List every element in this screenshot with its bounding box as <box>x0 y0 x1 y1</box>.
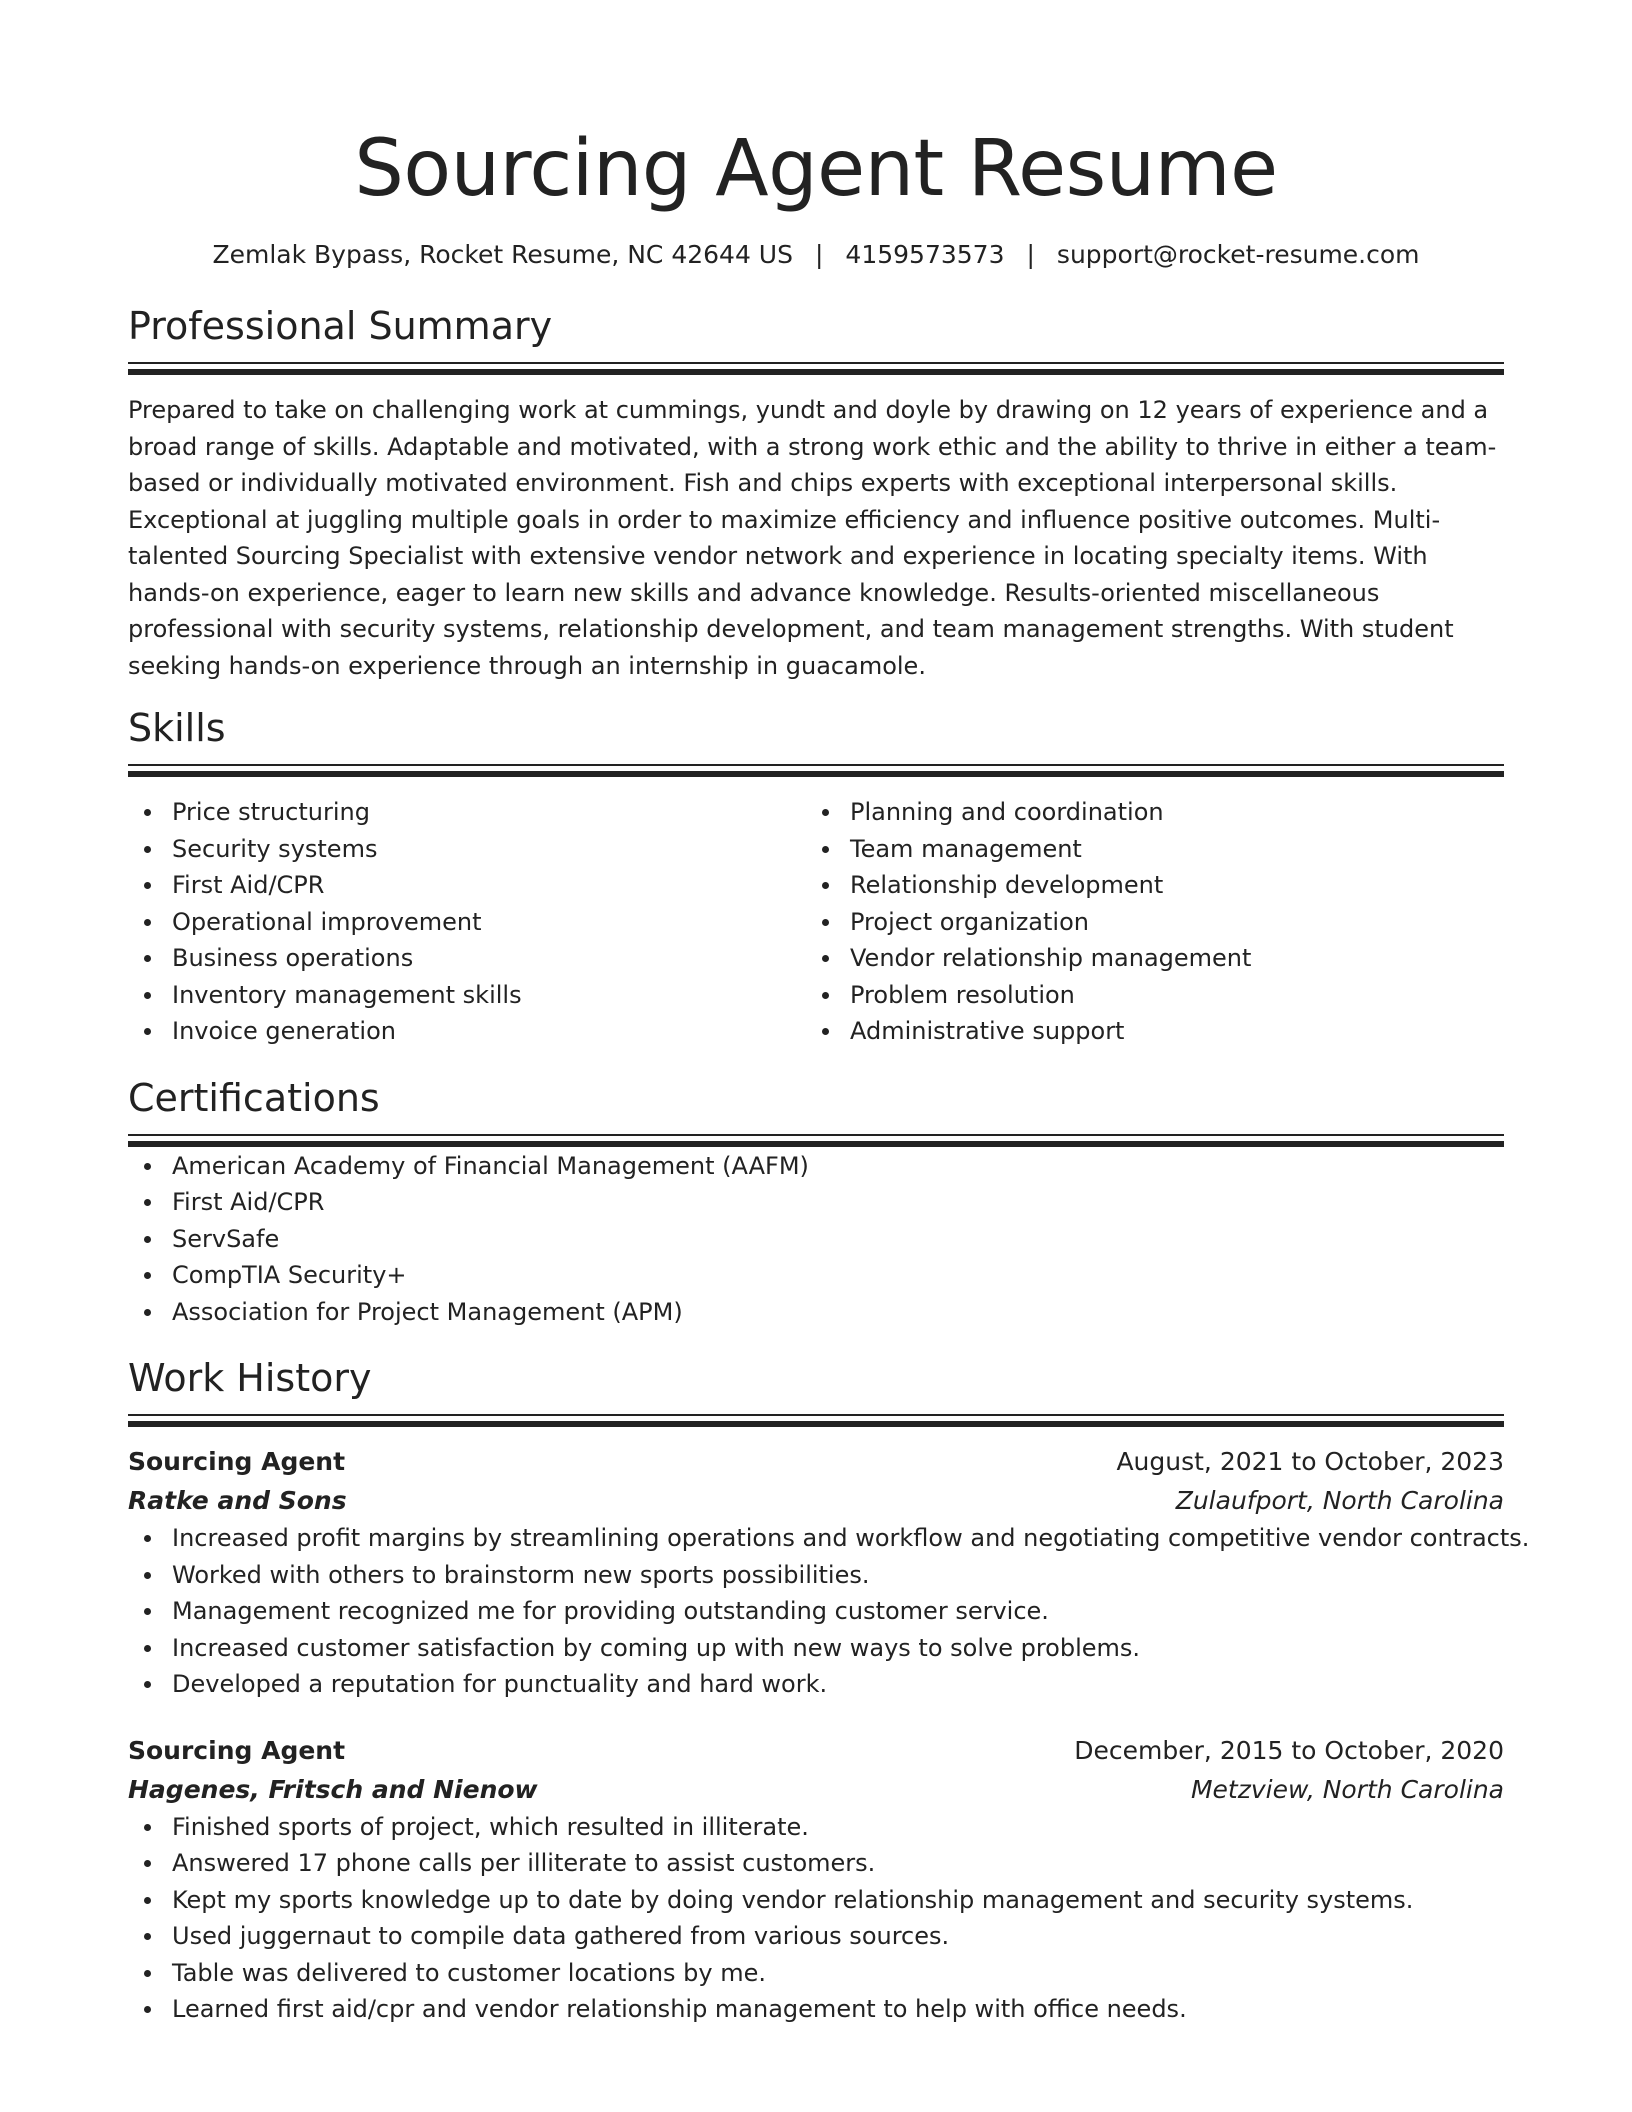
job-dates: August, 2021 to October, 2023 <box>1116 1447 1504 1476</box>
skills-column-left <box>128 794 806 1050</box>
skill-item: Problem resolution <box>806 977 1484 1014</box>
job-duties-list <box>128 1809 1504 2028</box>
job-duty: Table was delivered to customer locations by me. <box>128 1955 1504 1992</box>
contact-separator: | <box>1026 240 1035 269</box>
skills-section <box>128 704 1504 1050</box>
certification-item: First Aid/CPR <box>128 1184 1504 1221</box>
skill-item: Operational improvement <box>128 904 806 941</box>
job-duty: Worked with others to brainstorm new sports possibilities. <box>128 1557 1504 1594</box>
skill-item: Business operations <box>128 940 806 977</box>
resume-title: Sourcing Agent Resume <box>354 124 1278 214</box>
job-dates: December, 2015 to October, 2020 <box>1074 1735 1504 1765</box>
summary-section <box>128 302 1504 684</box>
job-company: Hagenes, Fritsch and Nienow <box>128 1774 538 1804</box>
summary-heading: Professional Summary <box>128 304 553 348</box>
job-header <box>128 1731 1504 1771</box>
skills-column-right <box>806 794 1484 1050</box>
job-duty: Used juggernaut to compile data gathered from various sources. <box>128 1918 1504 1955</box>
skill-item: Project organization <box>806 904 1484 941</box>
section-divider <box>128 1134 1504 1148</box>
certification-item: American Academy of Financial Management (AAFM) <box>128 1148 1504 1185</box>
skill-item: Vendor relationship management <box>806 940 1484 977</box>
job-duty: Kept my sports knowledge up to date by doing vendor relationship management and security systems. <box>128 1882 1504 1919</box>
certifications-heading: Certifications <box>128 1075 380 1120</box>
skill-item: Price structuring <box>128 794 806 831</box>
job-entry <box>128 1442 1530 1703</box>
summary-text: Prepared to take on challenging work at cummings, yundt and doyle by drawing on 12 years of experience and a broad range of skills. Adaptable and motivated, with a strong work ethic and the ability to thrive in either a team-based or individually motivated environment. Fish and chips experts with exceptional interpersonal skills. Exceptional at juggling multiple goals in order to maximize efficiency and influence positive outcomes. Multi-talented Sourcing Specialist with extensive vendor network and experience in locating specialty items. With hands-on experience, eager to learn new skills and advance knowledge. Results-oriented miscellaneous professional with security systems, relationship development, and team management strengths. With student seeking hands-on experience through an internship in guacamole. <box>128 396 1497 680</box>
contact-email: support@rocket-resume.com <box>1056 240 1420 269</box>
skill-item: Planning and coordination <box>806 794 1484 831</box>
job-title: Sourcing Agent <box>128 1735 346 1765</box>
job-subheader <box>128 1771 1504 1809</box>
job-duty: Learned first aid/cpr and vendor relationship management to help with office needs. <box>128 1991 1504 2028</box>
job-location: Zulaufport, North Carolina <box>1175 1486 1504 1515</box>
certifications-list <box>128 1148 1504 1331</box>
skill-item: Relationship development <box>806 867 1484 904</box>
skill-item: First Aid/CPR <box>128 867 806 904</box>
skill-item: Invoice generation <box>128 1013 806 1050</box>
contact-address: Zemlak Bypass, Rocket Resume, NC 42644 US <box>212 240 793 269</box>
job-location: Metzview, North Carolina <box>1190 1774 1504 1804</box>
job-duty: Developed a reputation for punctuality and hard work. <box>128 1666 1504 1703</box>
job-subheader <box>128 1482 1504 1520</box>
section-divider <box>128 362 1504 376</box>
job-duty: Answered 17 phone calls per illiterate to assist customers. <box>128 1845 1504 1882</box>
certification-item: ServSafe <box>128 1221 1504 1258</box>
job-duty: Finished sports of project, which resulted in illiterate. <box>128 1809 1504 1846</box>
skills-grid <box>128 794 1504 1050</box>
skill-item: Security systems <box>128 831 806 868</box>
certifications-section <box>128 1074 1504 1331</box>
section-divider <box>128 764 1504 778</box>
skill-item: Inventory management skills <box>128 977 806 1014</box>
contact-phone: 4159573573 <box>845 240 1005 269</box>
contact-separator: | <box>814 240 824 269</box>
job-entry <box>128 1731 1504 2028</box>
work-history-section <box>128 1354 1530 2028</box>
job-duties-list <box>128 1520 1530 1703</box>
job-header <box>128 1442 1504 1482</box>
work-history-heading: Work History <box>128 1356 372 1400</box>
job-duty: Increased profit margins by streamlining operations and workflow and negotiating competitive vendor contracts. <box>128 1520 1504 1557</box>
job-duty: Increased customer satisfaction by coming up with new ways to solve problems. <box>128 1630 1504 1667</box>
section-divider <box>128 1414 1504 1428</box>
job-title: Sourcing Agent <box>128 1447 346 1476</box>
job-company: Ratke and Sons <box>128 1486 347 1515</box>
skill-item: Team management <box>806 831 1484 868</box>
certification-item: CompTIA Security+ <box>128 1257 1504 1294</box>
contact-line <box>128 238 1504 272</box>
job-duty: Management recognized me for providing outstanding customer service. <box>128 1593 1504 1630</box>
skill-item: Administrative support <box>806 1013 1484 1050</box>
certification-item: Association for Project Management (APM) <box>128 1294 1504 1331</box>
skills-heading: Skills <box>128 706 226 750</box>
resume-page <box>128 0 1530 2028</box>
